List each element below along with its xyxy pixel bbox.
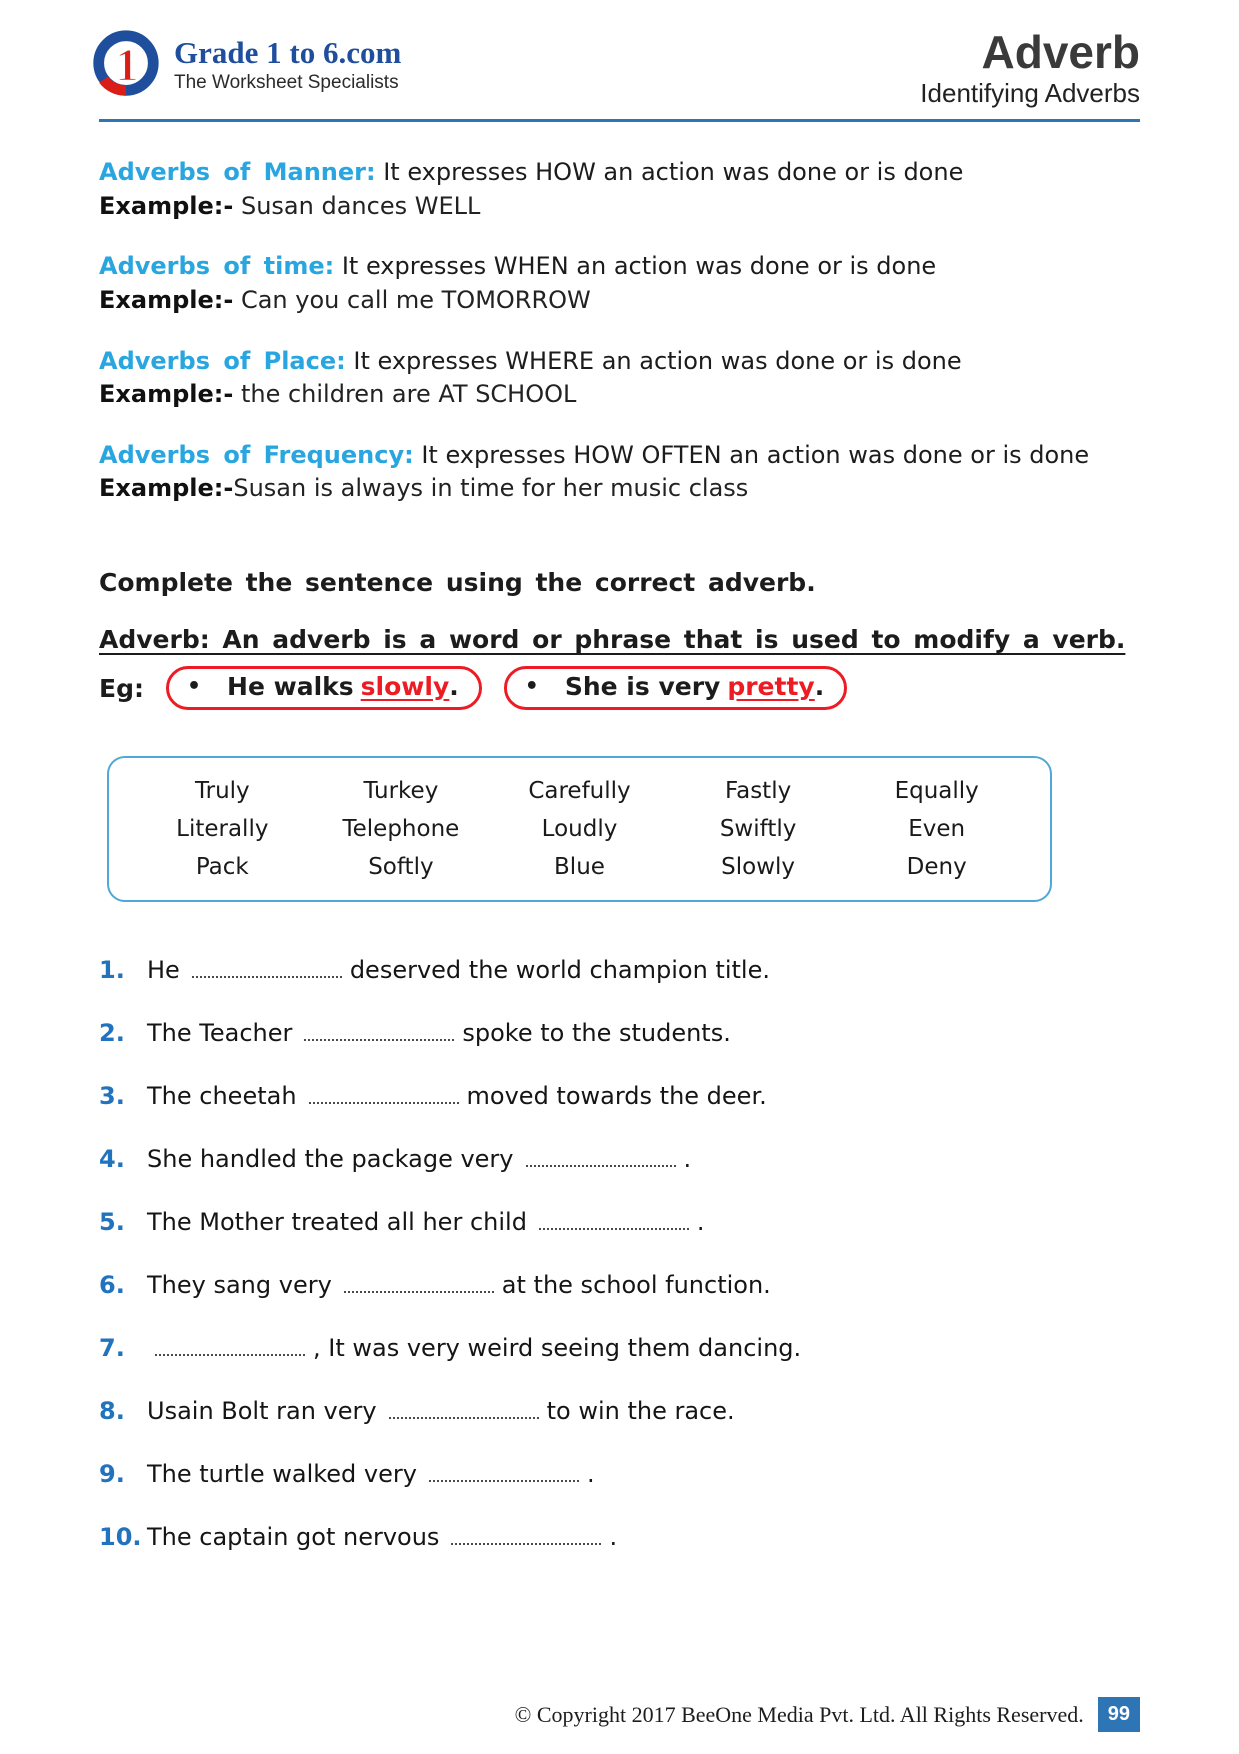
definition-label: Adverbs of time: (99, 252, 335, 281)
word-bank-item: Slowly (721, 854, 796, 881)
example-label: Example:- (99, 286, 234, 315)
question-number: 7. (99, 1334, 125, 1363)
definition-label: Adverbs of Place: (99, 346, 346, 375)
eg-label: Eg: (99, 673, 144, 703)
footer (99, 1697, 1140, 1732)
header (0, 0, 1239, 115)
word-bank-item: Deny (906, 854, 967, 881)
word-bank-item: Softly (368, 854, 434, 881)
example-label: Example:- (99, 474, 234, 503)
question-text-after: at the school function. (501, 1271, 771, 1300)
question-text-before: Usain Bolt ran very (147, 1397, 377, 1426)
word-bank-item: Blue (554, 854, 605, 881)
answer-blank[interactable] (539, 1206, 689, 1230)
answer-blank[interactable] (155, 1332, 305, 1356)
question-number: 9. (99, 1460, 125, 1489)
question-row-2 (99, 1017, 1140, 1047)
eg-highlight-word: pretty (727, 672, 815, 702)
question-text-after: to win the race. (546, 1397, 735, 1426)
page-number-badge: 99 (1098, 1697, 1140, 1732)
header-divider (99, 119, 1140, 122)
eg-text-after: . (814, 672, 825, 702)
question-row-3 (99, 1080, 1140, 1110)
question-row-5 (99, 1206, 1140, 1236)
question-text-before: They sang very (147, 1271, 332, 1300)
eg-text-before: She is very (564, 672, 721, 702)
word-bank-item: Pack (195, 854, 249, 881)
logo-text (174, 36, 401, 94)
example-text: Susan dances WELL (240, 191, 481, 220)
logo-icon (86, 26, 164, 104)
eg-pill-1 (166, 666, 482, 710)
question-text-after: . (609, 1523, 618, 1552)
question-text-before: The turtle walked very (147, 1460, 417, 1489)
definition-label: Adverbs of Manner: (99, 158, 376, 187)
word-bank-item: Even (908, 816, 966, 843)
definition-text: It expresses WHEN an action was done or is done (341, 252, 937, 281)
bullet-icon: • (186, 674, 202, 700)
word-bank-item: Swiftly (719, 816, 797, 843)
question-text-after: . (696, 1208, 705, 1237)
example-text: the children are AT SCHOOL (240, 380, 577, 409)
question-text-after: , It was very weird seeing them dancing. (313, 1334, 802, 1363)
answer-blank[interactable] (344, 1269, 494, 1293)
answer-blank[interactable] (389, 1395, 539, 1419)
question-text-before: The Mother treated all her child (147, 1208, 527, 1237)
question-row-1 (99, 954, 1140, 984)
question-text-after: spoke to the students. (462, 1019, 731, 1048)
word-bank-item: Loudly (541, 816, 618, 843)
word-bank-item: Telephone (342, 816, 460, 843)
question-number: 5. (99, 1208, 125, 1237)
eg-pill-2 (504, 666, 847, 710)
word-bank-item: Carefully (528, 778, 631, 805)
page-title: Adverb (981, 26, 1140, 78)
answer-blank[interactable] (304, 1017, 454, 1041)
definitions-section (99, 156, 1140, 506)
word-bank-item: Equally (894, 778, 979, 805)
question-text-after: moved towards the deer. (466, 1082, 767, 1111)
word-bank (107, 756, 1052, 902)
example-label: Example:- (99, 191, 234, 220)
question-number: 3. (99, 1082, 125, 1111)
question-row-4 (99, 1143, 1140, 1173)
question-number: 2. (99, 1019, 125, 1048)
word-bank-item: Fastly (724, 778, 792, 805)
question-number: 8. (99, 1397, 125, 1426)
eg-highlight-word: slowly (360, 672, 450, 702)
word-bank-item: Truly (194, 778, 250, 805)
answer-blank[interactable] (192, 954, 342, 978)
definition-text: It expresses HOW OFTEN an action was done or is done (421, 440, 1090, 469)
example-text: Can you call me TOMORROW (240, 286, 591, 315)
question-text-before: The Teacher (147, 1019, 293, 1048)
word-bank-item: Turkey (363, 778, 439, 805)
answer-blank[interactable] (429, 1458, 579, 1482)
question-row-6 (99, 1269, 1140, 1299)
definition-time (99, 250, 1140, 317)
question-row-10 (99, 1521, 1140, 1551)
definition-manner (99, 156, 1140, 223)
definition-frequency (99, 439, 1140, 506)
definition-label: Adverbs of Frequency: (99, 440, 414, 469)
question-text-before: The cheetah (147, 1082, 297, 1111)
copyright-text: © Copyright 2017 BeeOne Media Pvt. Ltd. All Rights Reserved. (514, 1701, 1084, 1727)
word-bank-item: Literally (176, 816, 269, 843)
answer-blank[interactable] (526, 1143, 676, 1167)
logo[interactable] (86, 26, 401, 104)
question-number: 6. (99, 1271, 125, 1300)
adverb-definition: Adverb: An adverb is a word or phrase that is used to modify a verb. (99, 625, 1126, 655)
eg-text-after: . (449, 672, 459, 702)
header-titles (920, 28, 1140, 109)
question-row-9 (99, 1458, 1140, 1488)
questions-list (99, 954, 1140, 1551)
question-row-7 (99, 1332, 1140, 1362)
question-row-8 (99, 1395, 1140, 1425)
question-text-before: He (147, 956, 180, 985)
svg-text:1: 1 (115, 39, 139, 92)
page-subtitle: Identifying Adverbs (920, 78, 1140, 109)
question-text-after: deserved the world champion title. (349, 956, 770, 985)
worksheet-content (0, 156, 1239, 1551)
site-name: Grade 1 to 6.com (174, 34, 402, 70)
example-label: Example:- (99, 380, 234, 409)
question-text-before: She handled the package very (147, 1145, 514, 1174)
bullet-icon: • (524, 674, 539, 700)
definition-place (99, 345, 1140, 412)
example-text: Susan is always in time for her music class (233, 474, 749, 503)
question-number: 1. (99, 956, 125, 985)
eg-row (99, 666, 1140, 710)
logo-tagline: The Worksheet Specialists (174, 72, 399, 94)
question-number: 10. (99, 1523, 142, 1552)
instruction: Complete the sentence using the correct adverb. (99, 568, 816, 598)
answer-blank[interactable] (451, 1521, 601, 1545)
definition-text: It expresses WHERE an action was done or is done (353, 346, 962, 375)
question-text-after: . (586, 1460, 595, 1489)
question-number: 4. (99, 1145, 125, 1174)
definition-text: It expresses HOW an action was done or is done (383, 158, 964, 187)
question-text-after: . (683, 1145, 692, 1174)
question-text-before: The captain got nervous (147, 1523, 440, 1552)
eg-text-before: He walks (227, 672, 354, 702)
answer-blank[interactable] (309, 1080, 459, 1104)
